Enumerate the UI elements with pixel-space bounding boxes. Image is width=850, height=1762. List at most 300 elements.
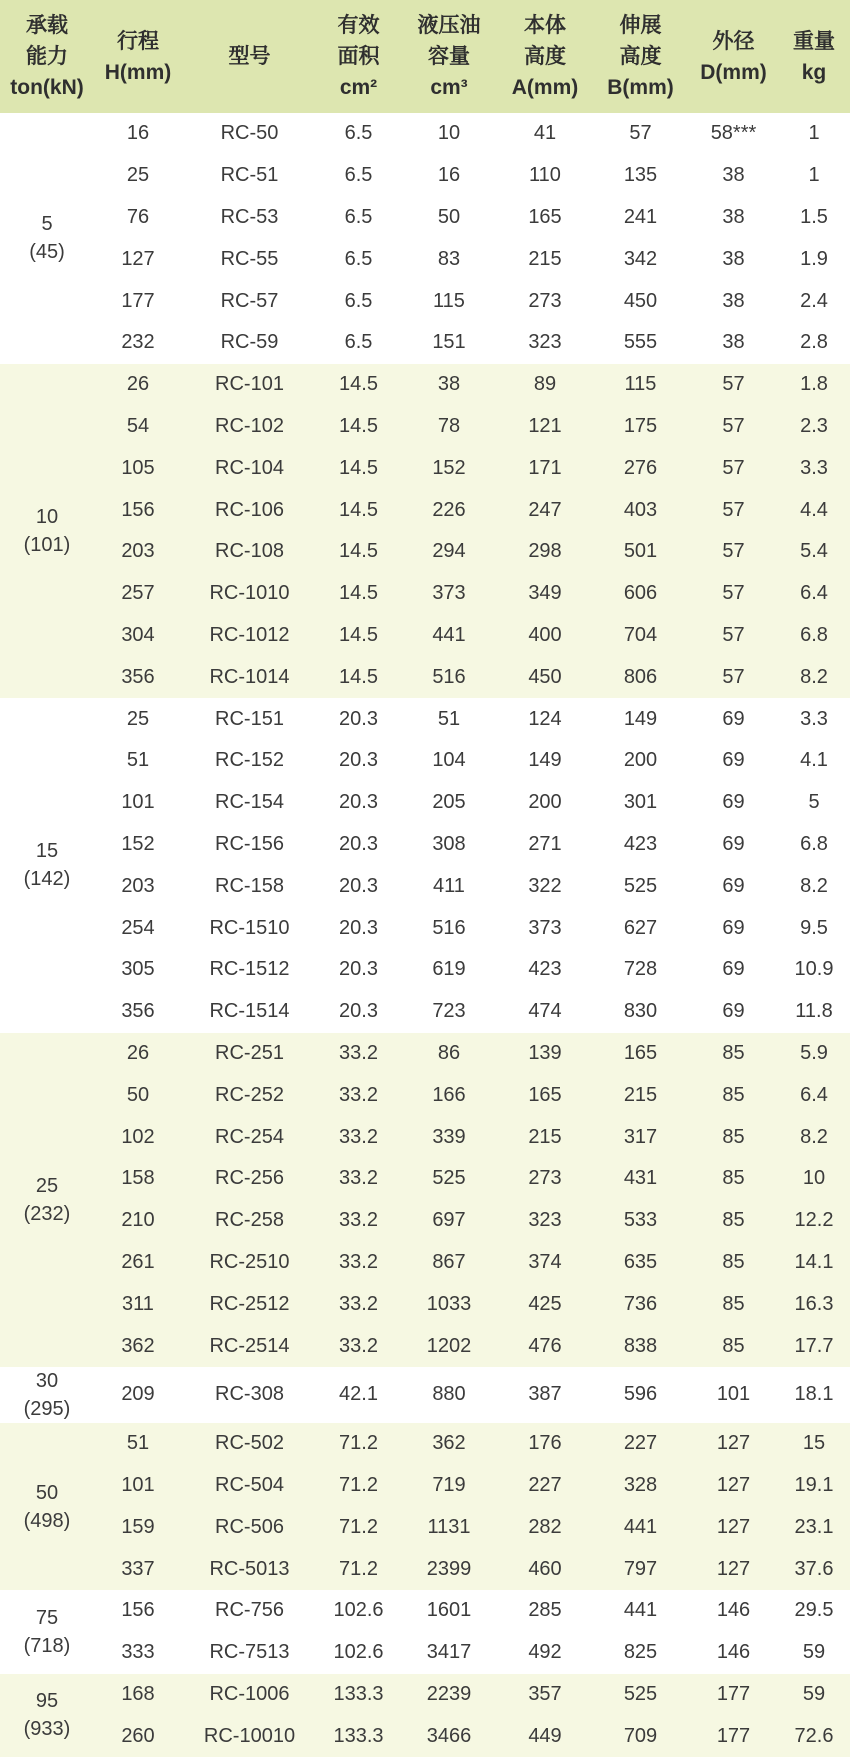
- area-cell: 14.5: [317, 573, 400, 615]
- weight-cell: 14.1: [778, 1242, 850, 1284]
- header-line: 容量: [428, 45, 470, 68]
- area-cell: 102.6: [317, 1632, 400, 1674]
- body-height-cell: 492: [498, 1632, 592, 1674]
- capacity-kn: (101): [23, 533, 71, 556]
- extended-height-cell: 797: [592, 1548, 689, 1590]
- header-effective-area: [317, 0, 400, 113]
- extended-height-cell: 450: [592, 280, 689, 322]
- model-cell: RC-158: [182, 865, 317, 907]
- table-row: [0, 406, 850, 448]
- model-cell: RC-151: [182, 698, 317, 740]
- capacity-kn: (45): [29, 241, 65, 264]
- table-row: [0, 698, 850, 740]
- model-cell: RC-104: [182, 447, 317, 489]
- stroke-cell: 26: [94, 364, 182, 406]
- area-cell: 20.3: [317, 698, 400, 740]
- weight-cell: 2.3: [778, 406, 850, 448]
- extended-height-cell: 342: [592, 238, 689, 280]
- body-height-cell: 139: [498, 1033, 592, 1075]
- body-height-cell: 373: [498, 907, 592, 949]
- stroke-cell: 102: [94, 1116, 182, 1158]
- weight-cell: 3.3: [778, 447, 850, 489]
- outer-diameter-cell: 85: [689, 1074, 778, 1116]
- extended-height-cell: 635: [592, 1242, 689, 1284]
- table-row: [0, 824, 850, 866]
- table-row: [0, 782, 850, 824]
- area-cell: 6.5: [317, 113, 400, 155]
- outer-diameter-cell: 38: [689, 322, 778, 364]
- outer-diameter-cell: 69: [689, 949, 778, 991]
- extended-height-cell: 830: [592, 991, 689, 1033]
- table-row: [0, 238, 850, 280]
- oil-capacity-cell: 373: [400, 573, 498, 615]
- extended-height-cell: 57: [592, 113, 689, 155]
- stroke-cell: 51: [94, 740, 182, 782]
- body-height-cell: 474: [498, 991, 592, 1033]
- header-line: 有效: [337, 14, 380, 37]
- stroke-cell: 16: [94, 113, 182, 155]
- area-cell: 20.3: [317, 949, 400, 991]
- outer-diameter-cell: 69: [689, 698, 778, 740]
- outer-diameter-cell: 69: [689, 782, 778, 824]
- header-extended-height: [592, 0, 689, 113]
- oil-capacity-cell: 16: [400, 155, 498, 197]
- stroke-cell: 51: [94, 1423, 182, 1465]
- oil-capacity-cell: 38: [400, 364, 498, 406]
- area-cell: 33.2: [317, 1116, 400, 1158]
- table-row: [0, 1242, 850, 1284]
- oil-capacity-cell: 339: [400, 1116, 498, 1158]
- model-cell: RC-2514: [182, 1325, 317, 1367]
- capacity-ton: 75: [35, 1606, 59, 1629]
- model-cell: RC-50: [182, 113, 317, 155]
- table-header: [0, 0, 850, 113]
- body-height-cell: 273: [498, 1158, 592, 1200]
- table-row: [0, 1674, 850, 1716]
- oil-capacity-cell: 525: [400, 1158, 498, 1200]
- model-cell: RC-2512: [182, 1283, 317, 1325]
- capacity-kn: (933): [23, 1718, 71, 1741]
- capacity-kn: (232): [23, 1202, 71, 1225]
- header-line: 行程: [117, 29, 159, 53]
- table-row: [0, 865, 850, 907]
- outer-diameter-cell: 85: [689, 1158, 778, 1200]
- outer-diameter-cell: 58***: [689, 113, 778, 155]
- header-line: 液压油: [417, 14, 481, 37]
- oil-capacity-cell: 51: [400, 698, 498, 740]
- weight-cell: 3.3: [778, 698, 850, 740]
- oil-capacity-cell: 719: [400, 1465, 498, 1507]
- header-line: H(mm): [104, 60, 172, 84]
- extended-height-cell: 135: [592, 155, 689, 197]
- header-line: 重量: [793, 29, 835, 53]
- body-height-cell: 425: [498, 1283, 592, 1325]
- table-row: [0, 949, 850, 991]
- table-row: [0, 531, 850, 573]
- stroke-cell: 304: [94, 615, 182, 657]
- weight-cell: 6.4: [778, 1074, 850, 1116]
- weight-cell: 4.1: [778, 740, 850, 782]
- body-height-cell: 322: [498, 865, 592, 907]
- outer-diameter-cell: 146: [689, 1632, 778, 1674]
- header-line: ton(kN): [10, 76, 84, 99]
- table-row: [0, 656, 850, 698]
- stroke-cell: 26: [94, 1033, 182, 1075]
- capacity-cell: [0, 698, 94, 1032]
- model-cell: RC-1012: [182, 615, 317, 657]
- outer-diameter-cell: 38: [689, 280, 778, 322]
- area-cell: 133.3: [317, 1715, 400, 1757]
- body-height-cell: 215: [498, 238, 592, 280]
- capacity-group: [0, 1033, 850, 1367]
- outer-diameter-cell: 38: [689, 155, 778, 197]
- capacity-kn: (498): [23, 1509, 71, 1532]
- area-cell: 20.3: [317, 740, 400, 782]
- extended-height-cell: 728: [592, 949, 689, 991]
- body-height-cell: 400: [498, 615, 592, 657]
- stroke-cell: 156: [94, 489, 182, 531]
- area-cell: 14.5: [317, 406, 400, 448]
- stroke-cell: 362: [94, 1325, 182, 1367]
- capacity-group: [0, 698, 850, 1032]
- area-cell: 42.1: [317, 1367, 400, 1423]
- header-capacity: [0, 0, 94, 113]
- table-row: [0, 1548, 850, 1590]
- area-cell: 20.3: [317, 865, 400, 907]
- area-cell: 14.5: [317, 656, 400, 698]
- header-line: 承载: [26, 14, 68, 37]
- table-row: [0, 907, 850, 949]
- weight-cell: 10.9: [778, 949, 850, 991]
- header-line: cm³: [430, 76, 468, 99]
- table-row: [0, 1033, 850, 1075]
- stroke-cell: 101: [94, 1465, 182, 1507]
- outer-diameter-cell: 85: [689, 1283, 778, 1325]
- oil-capacity-cell: 867: [400, 1242, 498, 1284]
- extended-height-cell: 115: [592, 364, 689, 406]
- weight-cell: 6.8: [778, 824, 850, 866]
- body-height-cell: 176: [498, 1423, 592, 1465]
- capacity-cell: [0, 364, 94, 698]
- weight-cell: 29.5: [778, 1590, 850, 1632]
- model-cell: RC-1014: [182, 656, 317, 698]
- area-cell: 33.2: [317, 1325, 400, 1367]
- outer-diameter-cell: 101: [689, 1367, 778, 1423]
- oil-capacity-cell: 86: [400, 1033, 498, 1075]
- body-height-cell: 165: [498, 1074, 592, 1116]
- oil-capacity-cell: 619: [400, 949, 498, 991]
- table-row: [0, 489, 850, 531]
- body-height-cell: 423: [498, 949, 592, 991]
- extended-height-cell: 704: [592, 615, 689, 657]
- stroke-cell: 25: [94, 155, 182, 197]
- weight-cell: 72.6: [778, 1715, 850, 1757]
- oil-capacity-cell: 104: [400, 740, 498, 782]
- weight-cell: 59: [778, 1632, 850, 1674]
- oil-capacity-cell: 166: [400, 1074, 498, 1116]
- body-height-cell: 165: [498, 197, 592, 239]
- outer-diameter-cell: 146: [689, 1590, 778, 1632]
- body-height-cell: 282: [498, 1507, 592, 1549]
- weight-cell: 5.9: [778, 1033, 850, 1075]
- model-cell: RC-102: [182, 406, 317, 448]
- extended-height-cell: 709: [592, 1715, 689, 1757]
- extended-height-cell: 825: [592, 1632, 689, 1674]
- area-cell: 20.3: [317, 824, 400, 866]
- outer-diameter-cell: 38: [689, 238, 778, 280]
- stroke-cell: 356: [94, 656, 182, 698]
- outer-diameter-cell: 69: [689, 907, 778, 949]
- extended-height-cell: 423: [592, 824, 689, 866]
- model-cell: RC-152: [182, 740, 317, 782]
- model-cell: RC-5013: [182, 1548, 317, 1590]
- extended-height-cell: 328: [592, 1465, 689, 1507]
- header-line: 型号: [228, 45, 271, 68]
- weight-cell: 18.1: [778, 1367, 850, 1423]
- capacity-group: [0, 1367, 850, 1423]
- header-line: kg: [801, 60, 827, 84]
- table-row: [0, 1590, 850, 1632]
- oil-capacity-cell: 1131: [400, 1507, 498, 1549]
- body-height-cell: 374: [498, 1242, 592, 1284]
- weight-cell: 8.2: [778, 865, 850, 907]
- body-height-cell: 449: [498, 1715, 592, 1757]
- header-line: 本体: [524, 14, 566, 37]
- weight-cell: 37.6: [778, 1548, 850, 1590]
- model-cell: RC-1510: [182, 907, 317, 949]
- extended-height-cell: 227: [592, 1423, 689, 1465]
- extended-height-cell: 596: [592, 1367, 689, 1423]
- capacity-kn: (718): [23, 1634, 71, 1657]
- stroke-cell: 311: [94, 1283, 182, 1325]
- capacity-kn: (142): [23, 868, 71, 891]
- outer-diameter-cell: 127: [689, 1548, 778, 1590]
- oil-capacity-cell: 3417: [400, 1632, 498, 1674]
- stroke-cell: 158: [94, 1158, 182, 1200]
- model-cell: RC-502: [182, 1423, 317, 1465]
- weight-cell: 5: [778, 782, 850, 824]
- oil-capacity-cell: 50: [400, 197, 498, 239]
- area-cell: 71.2: [317, 1548, 400, 1590]
- weight-cell: 1: [778, 113, 850, 155]
- extended-height-cell: 838: [592, 1325, 689, 1367]
- weight-cell: 10: [778, 1158, 850, 1200]
- body-height-cell: 215: [498, 1116, 592, 1158]
- area-cell: 20.3: [317, 782, 400, 824]
- body-height-cell: 273: [498, 280, 592, 322]
- oil-capacity-cell: 152: [400, 447, 498, 489]
- weight-cell: 1.9: [778, 238, 850, 280]
- area-cell: 14.5: [317, 364, 400, 406]
- body-height-cell: 476: [498, 1325, 592, 1367]
- header-outer-diameter: [689, 0, 778, 113]
- weight-cell: 8.2: [778, 1116, 850, 1158]
- model-cell: RC-55: [182, 238, 317, 280]
- header-line: 能力: [26, 45, 68, 68]
- extended-height-cell: 441: [592, 1590, 689, 1632]
- weight-cell: 19.1: [778, 1465, 850, 1507]
- model-cell: RC-53: [182, 197, 317, 239]
- oil-capacity-cell: 83: [400, 238, 498, 280]
- oil-capacity-cell: 78: [400, 406, 498, 448]
- capacity-cell: [0, 1590, 94, 1674]
- capacity-ton: 15: [35, 840, 59, 863]
- extended-height-cell: 301: [592, 782, 689, 824]
- model-cell: RC-308: [182, 1367, 317, 1423]
- extended-height-cell: 317: [592, 1116, 689, 1158]
- stroke-cell: 127: [94, 238, 182, 280]
- outer-diameter-cell: 57: [689, 489, 778, 531]
- model-cell: RC-1512: [182, 949, 317, 991]
- outer-diameter-cell: 177: [689, 1715, 778, 1757]
- outer-diameter-cell: 85: [689, 1033, 778, 1075]
- capacity-ton: 10: [35, 505, 59, 528]
- area-cell: 14.5: [317, 531, 400, 573]
- table-row: [0, 280, 850, 322]
- header-line: 高度: [524, 45, 566, 68]
- stroke-cell: 25: [94, 698, 182, 740]
- capacity-group: [0, 1423, 850, 1590]
- area-cell: 14.5: [317, 447, 400, 489]
- extended-height-cell: 736: [592, 1283, 689, 1325]
- body-height-cell: 271: [498, 824, 592, 866]
- area-cell: 33.2: [317, 1242, 400, 1284]
- table-row: [0, 155, 850, 197]
- stroke-cell: 232: [94, 322, 182, 364]
- area-cell: 33.2: [317, 1033, 400, 1075]
- capacity-cell: [0, 1367, 94, 1423]
- weight-cell: 1.5: [778, 197, 850, 239]
- capacity-ton: 30: [35, 1369, 59, 1392]
- model-cell: RC-504: [182, 1465, 317, 1507]
- model-cell: RC-154: [182, 782, 317, 824]
- header-line: 高度: [619, 45, 662, 68]
- header-line: cm²: [339, 76, 378, 99]
- outer-diameter-cell: 69: [689, 824, 778, 866]
- table-row: [0, 1423, 850, 1465]
- extended-height-cell: 165: [592, 1033, 689, 1075]
- stroke-cell: 333: [94, 1632, 182, 1674]
- area-cell: 6.5: [317, 197, 400, 239]
- table-row: [0, 573, 850, 615]
- stroke-cell: 209: [94, 1367, 182, 1423]
- outer-diameter-cell: 57: [689, 364, 778, 406]
- oil-capacity-cell: 516: [400, 907, 498, 949]
- stroke-cell: 356: [94, 991, 182, 1033]
- extended-height-cell: 441: [592, 1507, 689, 1549]
- model-cell: RC-106: [182, 489, 317, 531]
- capacity-cell: [0, 1674, 94, 1758]
- table-row: [0, 1507, 850, 1549]
- weight-cell: 6.8: [778, 615, 850, 657]
- body-height-cell: 323: [498, 322, 592, 364]
- header-line: 外径: [712, 29, 755, 53]
- model-cell: RC-59: [182, 322, 317, 364]
- table-row: [0, 1200, 850, 1242]
- extended-height-cell: 241: [592, 197, 689, 239]
- outer-diameter-cell: 85: [689, 1116, 778, 1158]
- oil-capacity-cell: 3466: [400, 1715, 498, 1757]
- capacity-group: [0, 113, 850, 364]
- oil-capacity-cell: 226: [400, 489, 498, 531]
- model-cell: RC-51: [182, 155, 317, 197]
- header-line: B(mm): [607, 76, 674, 99]
- model-cell: RC-7513: [182, 1632, 317, 1674]
- weight-cell: 1: [778, 155, 850, 197]
- outer-diameter-cell: 127: [689, 1465, 778, 1507]
- stroke-cell: 305: [94, 949, 182, 991]
- model-cell: RC-10010: [182, 1715, 317, 1757]
- body-height-cell: 171: [498, 447, 592, 489]
- outer-diameter-cell: 57: [689, 615, 778, 657]
- table-row: [0, 1325, 850, 1367]
- area-cell: 6.5: [317, 238, 400, 280]
- stroke-cell: 156: [94, 1590, 182, 1632]
- body-height-cell: 387: [498, 1367, 592, 1423]
- area-cell: 6.5: [317, 155, 400, 197]
- model-cell: RC-156: [182, 824, 317, 866]
- body-height-cell: 200: [498, 782, 592, 824]
- table-row: [0, 991, 850, 1033]
- capacity-ton: 95: [35, 1690, 59, 1713]
- outer-diameter-cell: 127: [689, 1423, 778, 1465]
- header-row: [0, 0, 850, 113]
- header-model: [182, 0, 317, 113]
- area-cell: 133.3: [317, 1674, 400, 1716]
- outer-diameter-cell: 57: [689, 573, 778, 615]
- stroke-cell: 159: [94, 1507, 182, 1549]
- model-cell: RC-57: [182, 280, 317, 322]
- body-height-cell: 357: [498, 1674, 592, 1716]
- outer-diameter-cell: 85: [689, 1325, 778, 1367]
- stroke-cell: 203: [94, 531, 182, 573]
- table-row: [0, 113, 850, 155]
- table-row: [0, 1715, 850, 1757]
- stroke-cell: 50: [94, 1074, 182, 1116]
- extended-height-cell: 533: [592, 1200, 689, 1242]
- stroke-cell: 203: [94, 865, 182, 907]
- body-height-cell: 298: [498, 531, 592, 573]
- area-cell: 33.2: [317, 1283, 400, 1325]
- table-row: [0, 447, 850, 489]
- model-cell: RC-108: [182, 531, 317, 573]
- table-row: [0, 197, 850, 239]
- model-cell: RC-251: [182, 1033, 317, 1075]
- extended-height-cell: 806: [592, 656, 689, 698]
- header-weight: [778, 0, 850, 113]
- stroke-cell: 168: [94, 1674, 182, 1716]
- outer-diameter-cell: 85: [689, 1200, 778, 1242]
- model-cell: RC-258: [182, 1200, 317, 1242]
- extended-height-cell: 276: [592, 447, 689, 489]
- oil-capacity-cell: 516: [400, 656, 498, 698]
- extended-height-cell: 175: [592, 406, 689, 448]
- outer-diameter-cell: 69: [689, 865, 778, 907]
- area-cell: 33.2: [317, 1074, 400, 1116]
- extended-height-cell: 555: [592, 322, 689, 364]
- area-cell: 102.6: [317, 1590, 400, 1632]
- outer-diameter-cell: 57: [689, 656, 778, 698]
- capacity-group: [0, 1674, 850, 1758]
- oil-capacity-cell: 1202: [400, 1325, 498, 1367]
- header-stroke: [94, 0, 182, 113]
- extended-height-cell: 403: [592, 489, 689, 531]
- body-height-cell: 149: [498, 740, 592, 782]
- capacity-ton: 25: [35, 1174, 59, 1197]
- extended-height-cell: 525: [592, 865, 689, 907]
- area-cell: 33.2: [317, 1158, 400, 1200]
- outer-diameter-cell: 177: [689, 1674, 778, 1716]
